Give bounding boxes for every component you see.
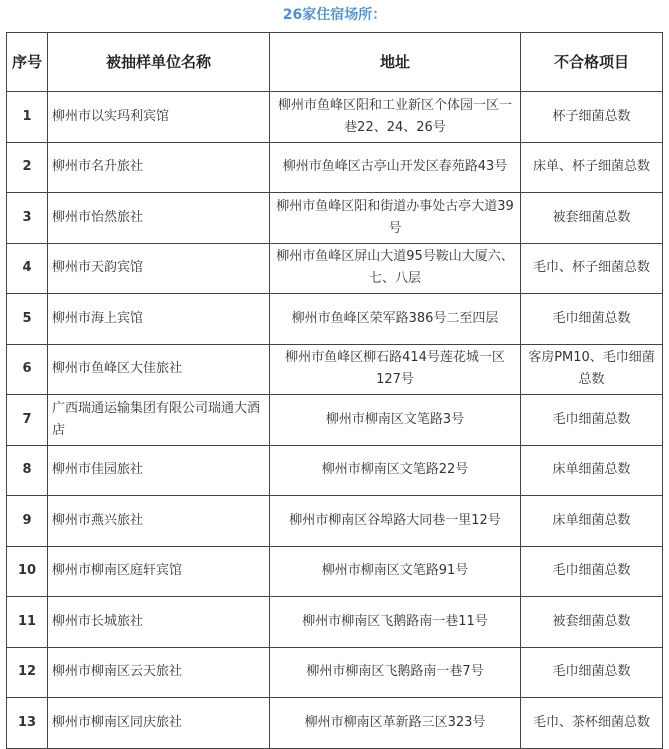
row-address: 柳州市柳南区革新路三区323号 xyxy=(270,698,521,749)
table-row xyxy=(7,92,663,143)
row-address: 柳州市柳南区文笔路3号 xyxy=(270,395,521,446)
row-address: 柳州市柳南区文笔路22号 xyxy=(270,445,521,496)
row-name: 柳州市天韵宾馆 xyxy=(48,243,270,294)
row-name: 柳州市佳园旅社 xyxy=(48,445,270,496)
row-no: 10 xyxy=(7,546,48,597)
row-no: 4 xyxy=(7,243,48,294)
row-name: 柳州市长城旅社 xyxy=(48,597,270,648)
row-no: 13 xyxy=(7,698,48,749)
row-items: 床单、杯子细菌总数 xyxy=(521,142,663,193)
row-address: 柳州市柳南区谷埠路大同巷一里12号 xyxy=(270,496,521,547)
row-items: 被套细菌总数 xyxy=(521,597,663,648)
table-row xyxy=(7,496,663,547)
row-items: 床单细菌总数 xyxy=(521,445,663,496)
row-items: 毛巾细菌总数 xyxy=(521,395,663,446)
row-address: 柳州市鱼峰区荣军路386号二至四层 xyxy=(270,294,521,345)
table-row xyxy=(7,344,663,395)
row-items: 毛巾细菌总数 xyxy=(521,546,663,597)
row-no: 3 xyxy=(7,193,48,244)
row-items: 毛巾、茶杯细菌总数 xyxy=(521,698,663,749)
row-address: 柳州市鱼峰区柳石路414号莲花城一区127号 xyxy=(270,344,521,395)
row-items: 客房PM10、毛巾细菌总数 xyxy=(521,344,663,395)
row-name: 柳州市海上宾馆 xyxy=(48,294,270,345)
row-address: 柳州市柳南区飞鹅路南一巷11号 xyxy=(270,597,521,648)
table-row xyxy=(7,294,663,345)
row-no: 11 xyxy=(7,597,48,648)
row-address: 柳州市鱼峰区古亭山开发区春苑路43号 xyxy=(270,142,521,193)
header-no: 序号 xyxy=(7,33,48,92)
table-row xyxy=(7,142,663,193)
table-row xyxy=(7,698,663,749)
row-no: 1 xyxy=(7,92,48,143)
row-items: 被套细菌总数 xyxy=(521,193,663,244)
row-name: 柳州市怡然旅社 xyxy=(48,193,270,244)
row-address: 柳州市柳南区文笔路91号 xyxy=(270,546,521,597)
row-name: 柳州市名升旅社 xyxy=(48,142,270,193)
row-address: 柳州市鱼峰区屏山大道95号鞍山大厦六、七、八层 xyxy=(270,243,521,294)
row-no: 9 xyxy=(7,496,48,547)
table-row xyxy=(7,597,663,648)
table-row xyxy=(7,546,663,597)
table-row xyxy=(7,395,663,446)
row-name: 柳州市以实玛利宾馆 xyxy=(48,92,270,143)
row-name: 柳州市柳南区云天旅社 xyxy=(48,647,270,698)
table-row xyxy=(7,243,663,294)
row-name: 广西瑞通运输集团有限公司瑞通大酒店 xyxy=(48,395,270,446)
row-address: 柳州市鱼峰区阳和工业新区个体园一区一巷22、24、26号 xyxy=(270,92,521,143)
header-row xyxy=(7,33,663,92)
row-no: 6 xyxy=(7,344,48,395)
table-row xyxy=(7,647,663,698)
row-address: 柳州市柳南区飞鹅路南一巷7号 xyxy=(270,647,521,698)
row-no: 5 xyxy=(7,294,48,345)
row-no: 7 xyxy=(7,395,48,446)
header-items: 不合格项目 xyxy=(521,33,663,92)
row-items: 杯子细菌总数 xyxy=(521,92,663,143)
row-items: 床单细菌总数 xyxy=(521,496,663,547)
row-name: 柳州市鱼峰区大佳旅社 xyxy=(48,344,270,395)
header-name: 被抽样单位名称 xyxy=(48,33,270,92)
row-no: 8 xyxy=(7,445,48,496)
row-no: 2 xyxy=(7,142,48,193)
row-items: 毛巾细菌总数 xyxy=(521,647,663,698)
inspection-table xyxy=(6,32,663,749)
row-items: 毛巾、杯子细菌总数 xyxy=(521,243,663,294)
row-name: 柳州市柳南区同庆旅社 xyxy=(48,698,270,749)
table-row xyxy=(7,445,663,496)
table-caption: 26家住宿场所： xyxy=(282,7,387,23)
header-address: 地址 xyxy=(270,33,521,92)
row-name: 柳州市柳南区庭轩宾馆 xyxy=(48,546,270,597)
table-row xyxy=(7,193,663,244)
row-no: 12 xyxy=(7,647,48,698)
row-items: 毛巾细菌总数 xyxy=(521,294,663,345)
row-name: 柳州市燕兴旅社 xyxy=(48,496,270,547)
row-address: 柳州市鱼峰区阳和街道办事处古亭大道39号 xyxy=(270,193,521,244)
